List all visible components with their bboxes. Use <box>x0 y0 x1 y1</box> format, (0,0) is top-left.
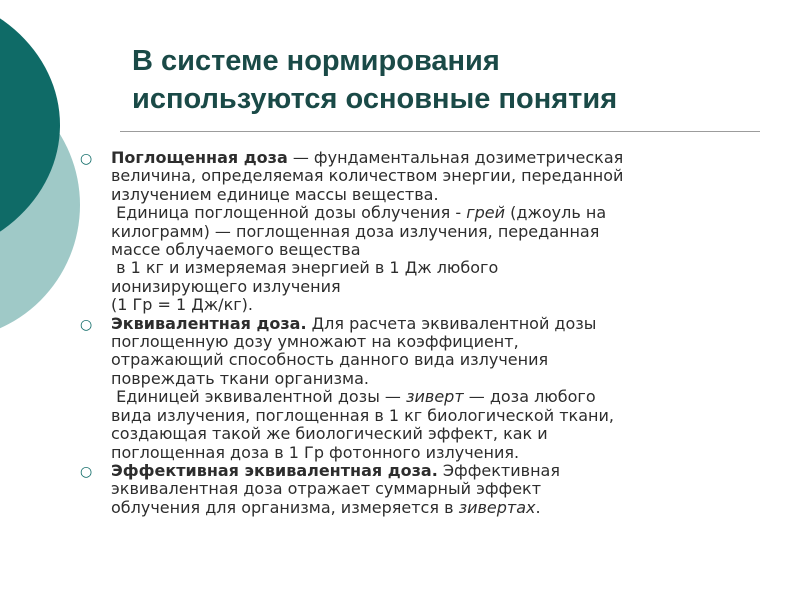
unit-sieverts: зивертах <box>458 497 536 517</box>
item-text: (1 Гр = 1 Дж/кг). <box>111 295 253 315</box>
item-text: (джоуль на <box>505 203 607 223</box>
bullet-icon: ○ <box>80 463 93 480</box>
item-text: Эффективная <box>437 460 560 480</box>
item-text: килограмм) — поглощенная доза излучения, переданная <box>111 221 600 241</box>
item-text: излучением единице массы вещества. <box>111 184 439 204</box>
list-item-absorbed-dose <box>80 149 780 315</box>
slide-title-line-1: В системе нормирования <box>132 45 500 77</box>
item-text: массе облучаемого вещества <box>111 240 361 260</box>
item-text: Единицей эквивалентной дозы — <box>111 387 406 407</box>
item-text: повреждать ткани организма. <box>111 368 370 388</box>
list-item-equivalent-dose <box>80 315 780 462</box>
title-divider <box>120 131 760 132</box>
item-text: облучения для организма, измеряется в <box>111 497 459 517</box>
list-item-effective-dose <box>80 462 780 517</box>
slide-body <box>80 149 780 517</box>
term-effective-dose: Эффективная эквивалентная доза. <box>111 460 438 480</box>
item-text: вида излучения, поглощенная в 1 кг биологической ткани, <box>111 405 614 425</box>
item-text: создающая такой же биологический эффект, как и <box>111 424 548 444</box>
item-text: ионизирующего излучения <box>111 276 341 296</box>
term-equivalent-dose: Эквивалентная доза. <box>111 313 307 333</box>
bullet-icon: ○ <box>80 316 93 333</box>
item-text: поглощенную дозу умножают на коэффициент, <box>111 332 519 352</box>
slide-title-line-2: используются основные понятия <box>132 83 618 115</box>
item-text: величина, определяемая количеством энергии, переданной <box>111 166 624 186</box>
unit-sievert: зиверт <box>406 387 464 407</box>
item-text: эквивалентная доза отражает суммарный эффект <box>111 479 542 499</box>
item-text: поглощенная доза в 1 Гр фотонного излучения. <box>111 442 520 462</box>
item-text: отражающий способность данного вида излучения <box>111 350 549 370</box>
item-text: Единица поглощенной дозы облучения - <box>111 203 467 223</box>
bullet-icon: ○ <box>80 151 93 167</box>
item-text: — фундаментальная дозиметрическая <box>287 148 624 167</box>
item-text: Для расчета эквивалентной дозы <box>306 313 597 333</box>
item-text: — доза любого <box>463 387 596 407</box>
item-text: . <box>535 497 541 517</box>
term-absorbed-dose: Поглощенная доза <box>111 148 288 167</box>
unit-gray: грей <box>466 203 506 223</box>
item-text: в 1 кг и измеряемая энергией в 1 Дж любого <box>111 258 499 278</box>
slide-title <box>132 42 772 118</box>
